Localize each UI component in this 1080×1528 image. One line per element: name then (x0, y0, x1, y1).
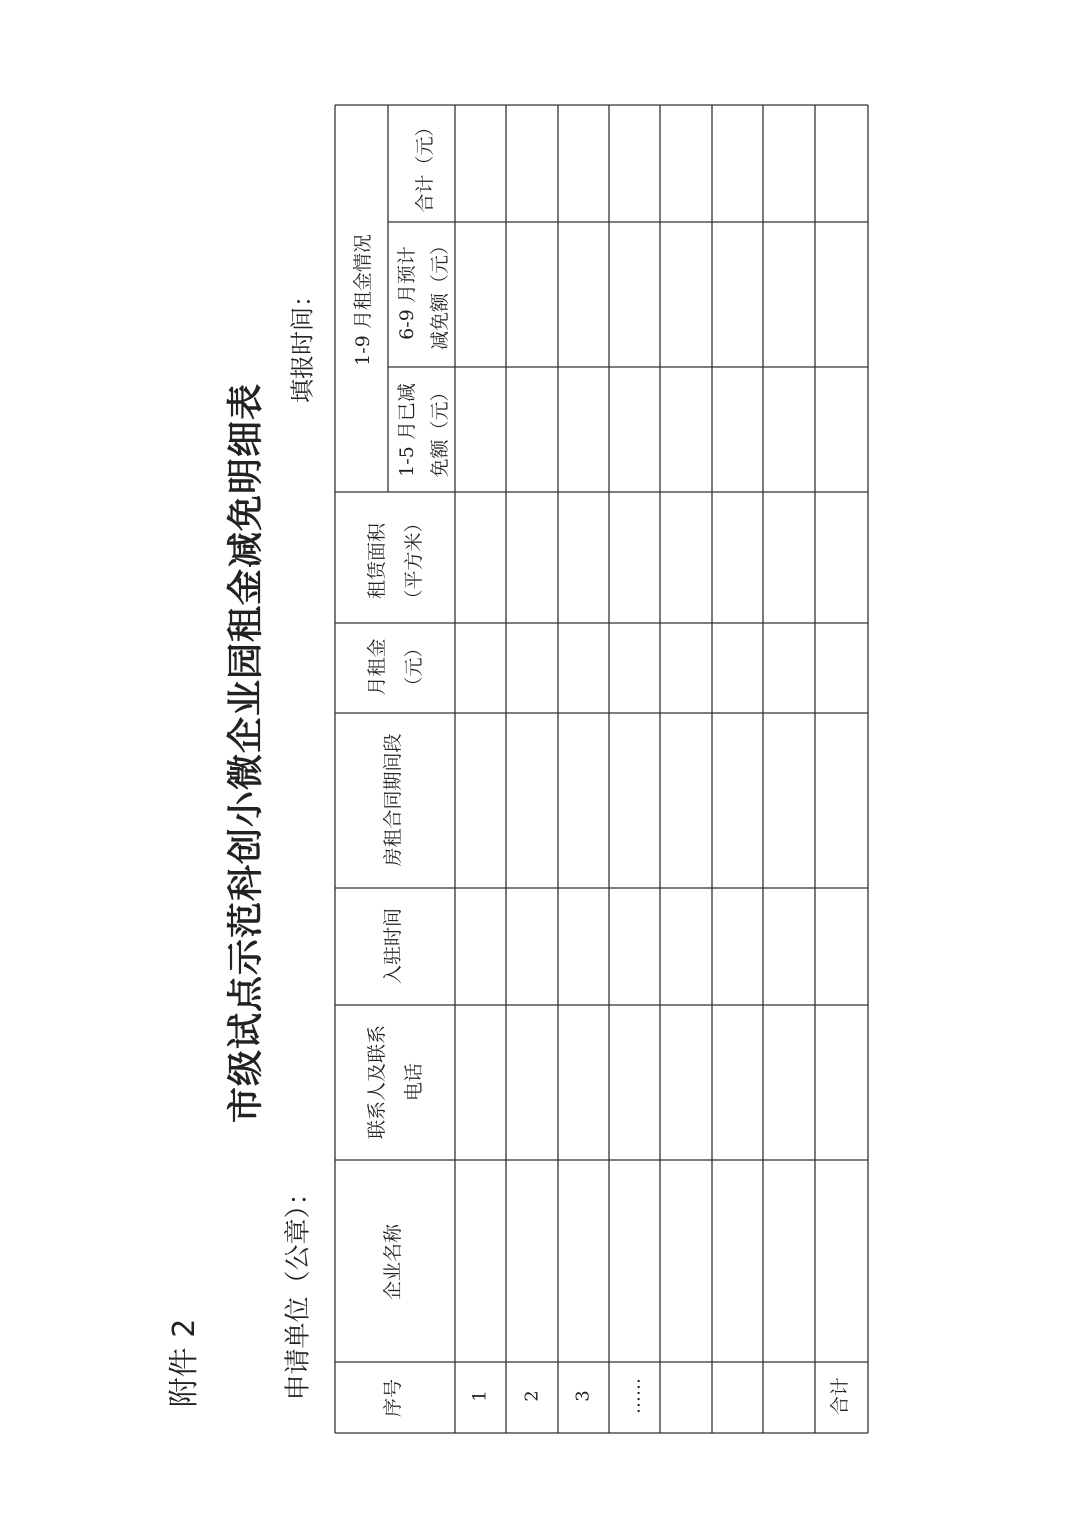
header-contact-line1: 联系人及联系 (366, 1024, 388, 1140)
header-lease-period: 房租合同期间段 (382, 733, 404, 867)
header-monthly-rent-line2: （元） (403, 638, 425, 696)
page-title: 市级试点示范科创小微企业园租金减免明细表 (224, 382, 267, 1124)
applicant-label: 申请单位（公章）： (283, 1179, 314, 1401)
row-1-seq: 1 (469, 1390, 491, 1402)
header-company: 企业名称 (382, 1223, 404, 1301)
table-header (352, 117, 451, 1417)
header-monthly-rent-line1: 月租金 (366, 638, 388, 696)
header-seq: 序号 (382, 1378, 404, 1418)
row-2-seq: 2 (521, 1390, 543, 1402)
fill-time-label: 填报时间： (288, 283, 317, 403)
header-est-6-9-line1: 6-9 月预计 (396, 246, 418, 340)
header-contact-line2: 电话 (403, 1062, 425, 1102)
header-reduced-1-5-line1: 1-5 月已减 (396, 383, 418, 477)
row-3-seq: 3 (572, 1390, 594, 1402)
header-area-line1: 租赁面积 (366, 522, 388, 600)
row-4-seq: …… (623, 1378, 645, 1414)
row-total-seq: 合计 (829, 1376, 851, 1416)
header-move-in: 入驻时间 (382, 907, 404, 985)
header-reduced-1-5-line2: 免额（元） (429, 382, 451, 478)
header-rent-group: 1-9 月租金情况 (352, 234, 374, 366)
header-area-line2: （平方米） (403, 513, 425, 609)
header-est-6-9-line2: 减免额（元） (429, 235, 451, 351)
header-total: 合计（元） (414, 117, 436, 213)
attachment-label: 附件 2 (167, 1318, 202, 1408)
